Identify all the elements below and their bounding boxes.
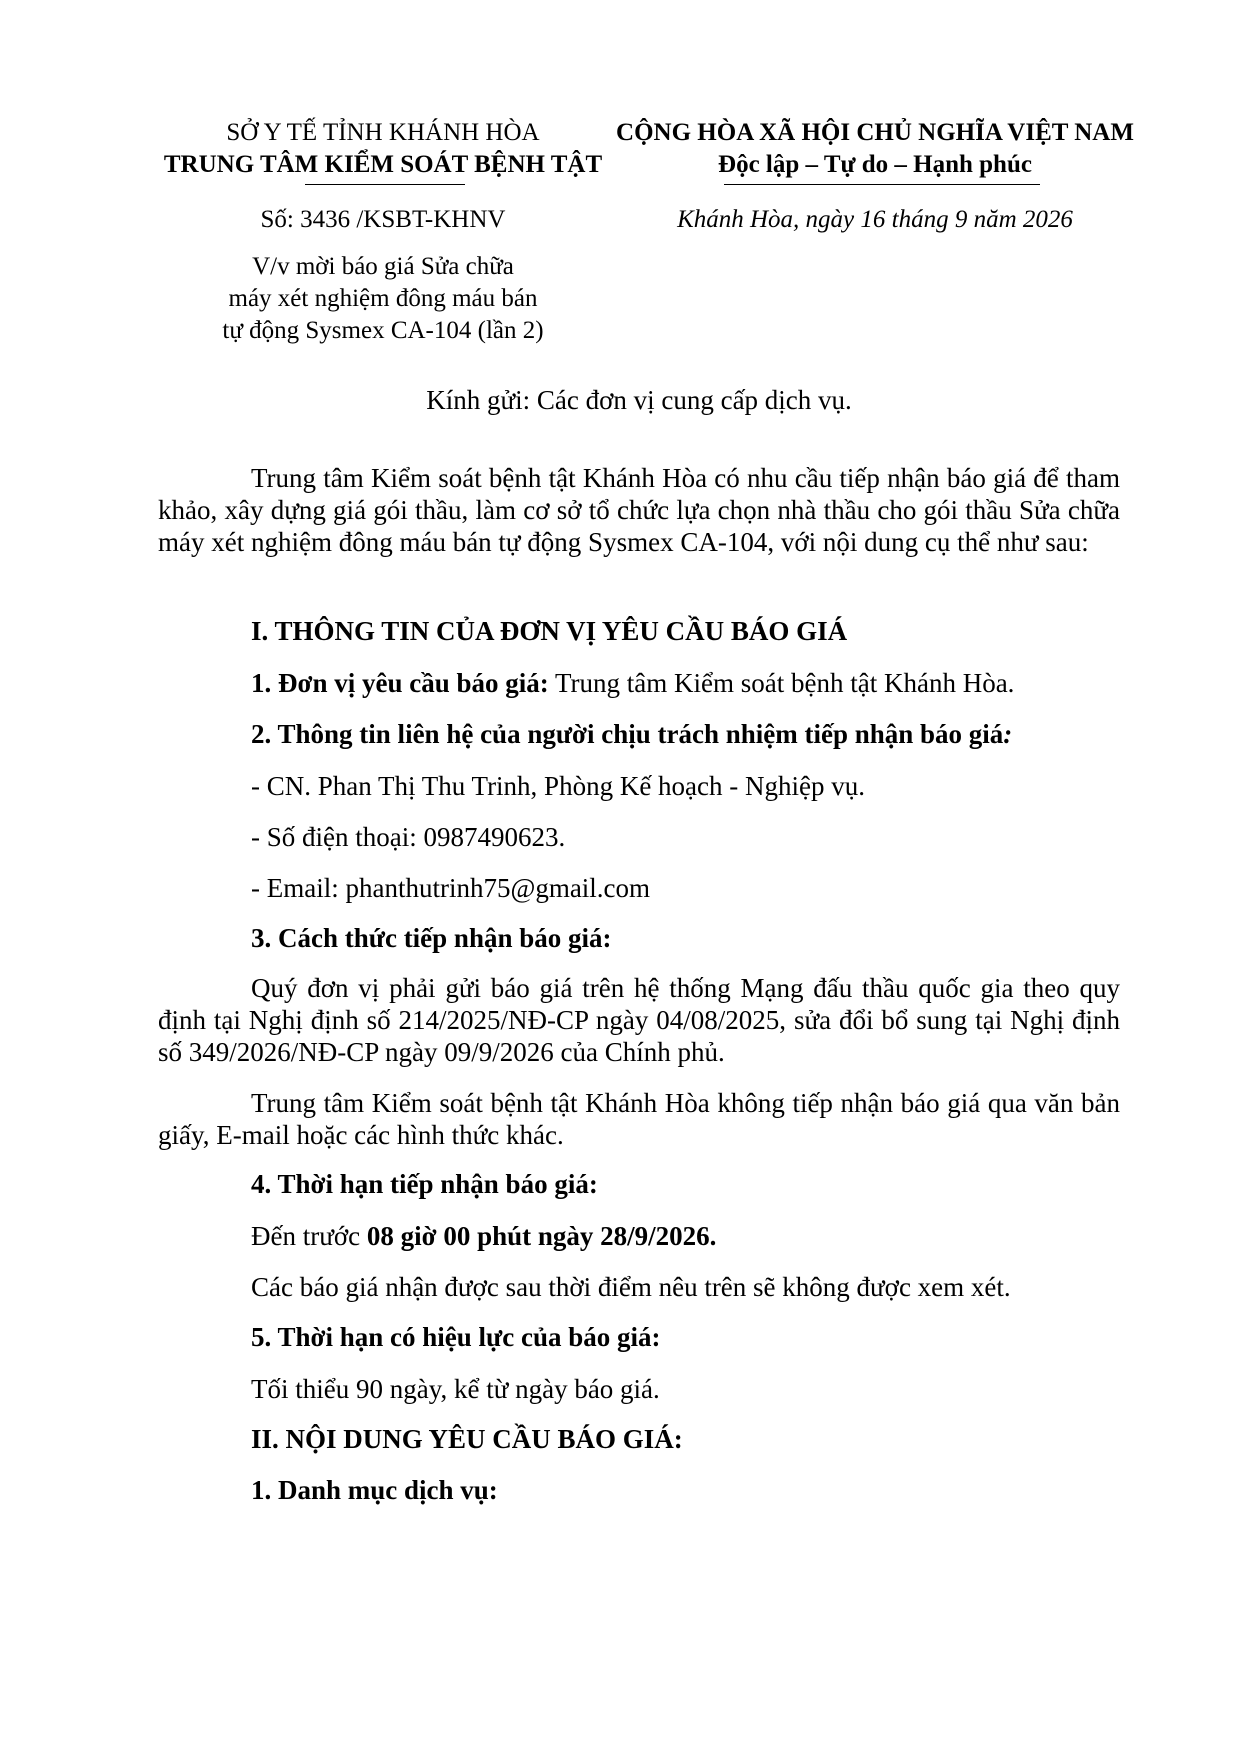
- item-1-2-colon: :: [1003, 719, 1013, 749]
- item-1-3-paragraph-2: Trung tâm Kiểm soát bệnh tật Khánh Hòa không tiếp nhận báo giá qua văn bản giấy, E-mail hoặc các hình thức khác.: [158, 1088, 1120, 1150]
- document-number: Số: 3436 /KSBT-KHNV: [260, 206, 506, 233]
- item-1-1: [251, 667, 1014, 699]
- item-2-1-label: 1. Danh mục dịch vụ:: [251, 1475, 498, 1505]
- center-name: TRUNG TÂM KIỂM SOÁT BỆNH TẬT: [163, 151, 603, 178]
- item-1-2-label: 2. Thông tin liên hệ của người chịu trách nhiệm tiếp nhận báo giá: [251, 719, 1004, 749]
- section-2-title: II. NỘI DUNG YÊU CẦU BÁO GIÁ:: [251, 1424, 683, 1454]
- item-1-3-label: 3. Cách thức tiếp nhận báo giá:: [251, 923, 612, 953]
- item-1-3-paragraph-1: Quý đơn vị phải gửi báo giá trên hệ thống Mạng đấu thầu quốc gia theo quy định tại Nghị định số 214/2025/NĐ-CP ngày 04/08/2025, sửa đổi bổ sung tại Nghị định số 349/2026/NĐ-CP ngày 09/9/2026 của Chính phủ.: [158, 973, 1120, 1067]
- place-and-date: Khánh Hòa, ngày 16 tháng 9 năm 2026: [677, 206, 1073, 233]
- deadline-value: 08 giờ 00 phút ngày 28/9/2026.: [366, 1221, 717, 1251]
- department-name: SỞ Y TẾ TỈNH KHÁNH HÒA: [226, 119, 540, 146]
- document-subject-line: tự động Sysmex CA-104 (lần 2): [222, 317, 544, 344]
- item-1-5-value: Tối thiểu 90 ngày, kể từ ngày báo giá.: [251, 1374, 660, 1404]
- item-1-1-label: 1. Đơn vị yêu cầu báo giá:: [251, 668, 549, 698]
- deadline-prefix: Đến trước: [251, 1221, 367, 1251]
- country-name: CỘNG HÒA XÃ HỘI CHỦ NGHĨA VIỆT NAM: [616, 119, 1134, 146]
- item-1-1-value: Trung tâm Kiểm soát bệnh tật Khánh Hòa.: [548, 668, 1015, 698]
- item-1-4-note: Các báo giá nhận được sau thời điểm nêu trên sẽ không được xem xét.: [251, 1272, 1011, 1302]
- salutation: Kính gửi: Các đơn vị cung cấp dịch vụ.: [426, 385, 852, 415]
- item-1-5-label: 5. Thời hạn có hiệu lực của báo giá:: [251, 1322, 661, 1352]
- contact-phone: - Số điện thoại: 0987490623.: [251, 822, 566, 852]
- national-motto: Độc lập – Tự do – Hạnh phúc: [718, 151, 1032, 178]
- item-1-2: [251, 718, 1012, 750]
- section-1-title: I. THÔNG TIN CỦA ĐƠN VỊ YÊU CẦU BÁO GIÁ: [251, 616, 848, 646]
- document-subject-line: V/v mời báo giá Sửa chữa: [252, 253, 514, 280]
- item-1-4-label: 4. Thời hạn tiếp nhận báo giá:: [251, 1169, 598, 1199]
- item-1-4-deadline: [251, 1220, 716, 1252]
- contact-email: - Email: phanthutrinh75@gmail.com: [251, 873, 651, 903]
- document-subject-line: máy xét nghiệm đông máu bán: [228, 285, 538, 312]
- motto-underline: [724, 184, 1040, 185]
- contact-name: - CN. Phan Thị Thu Trinh, Phòng Kế hoạch - Nghiệp vụ.: [251, 771, 865, 801]
- center-name-underline: [305, 184, 465, 185]
- intro-paragraph: Trung tâm Kiểm soát bệnh tật Khánh Hòa có nhu cầu tiếp nhận báo giá để tham khảo, xây dựng giá gói thầu, làm cơ sở tổ chức lựa chọn nhà thầu cho gói thầu Sửa chữa máy xét nghiệm đông máu bán tự động Sysmex CA-104, với nội dung cụ thể như sau:: [158, 463, 1120, 557]
